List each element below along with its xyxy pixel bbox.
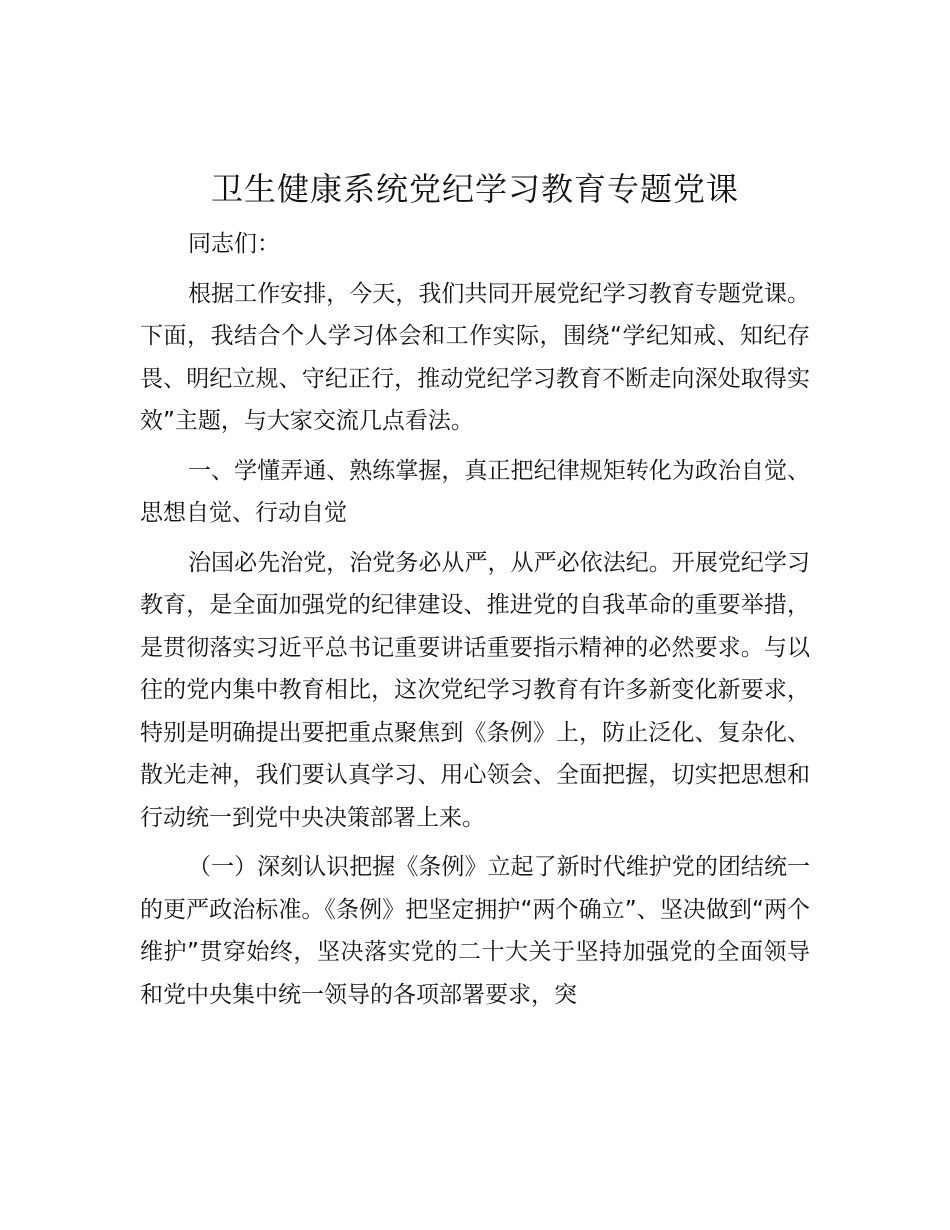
section-heading-1: 一、学懂弄通、熟练掌握，真正把纪律规矩转化为政治自觉、思想自觉、行动自觉 [140,457,810,526]
salutation: 同志们： [188,231,280,257]
document-body [140,223,810,1023]
body-paragraph: 治国必先治党，治党务必从严，从严必依法纪。开展党纪学习教育，是全面加强党的纪律建设、推进党的自我革命的重要举措，是贯彻落实习近平总书记重要讲话重要指示精神的必然要求。与以往的党内集中教育相比，这次党纪学习教育有许多新变化新要求，特别是明确提出要把重点聚焦到《条例》上，防止泛化、复杂化、散光走神，我们要认真学习、用心领会、全面把握，切实把思想和行动统一到党中央决策部署上来。 [140,549,810,831]
intro-paragraph: 根据工作安排，今天，我们共同开展党纪学习教育专题党课。下面，我结合个人学习体会和工作实际，围绕“学纪知戒、知纪存畏、明纪立规、守纪正行，推动党纪学习教育不断走向深处取得实效”主题，与大家交流几点看法。 [140,280,810,434]
subsection-paragraph-1: （一）深刻认识把握《条例》立起了新时代维护党的团结统一的更严政治标准。《条例》把坚定拥护“两个确立”、坚决做到“两个维护”贯穿始终，坚决落实党的二十大关于坚持加强党的全面领导和党中央集中统一领导的各项部署要求，突 [140,854,810,1008]
document-title: 卫生健康系统党纪学习教育专题党课 [210,170,739,208]
